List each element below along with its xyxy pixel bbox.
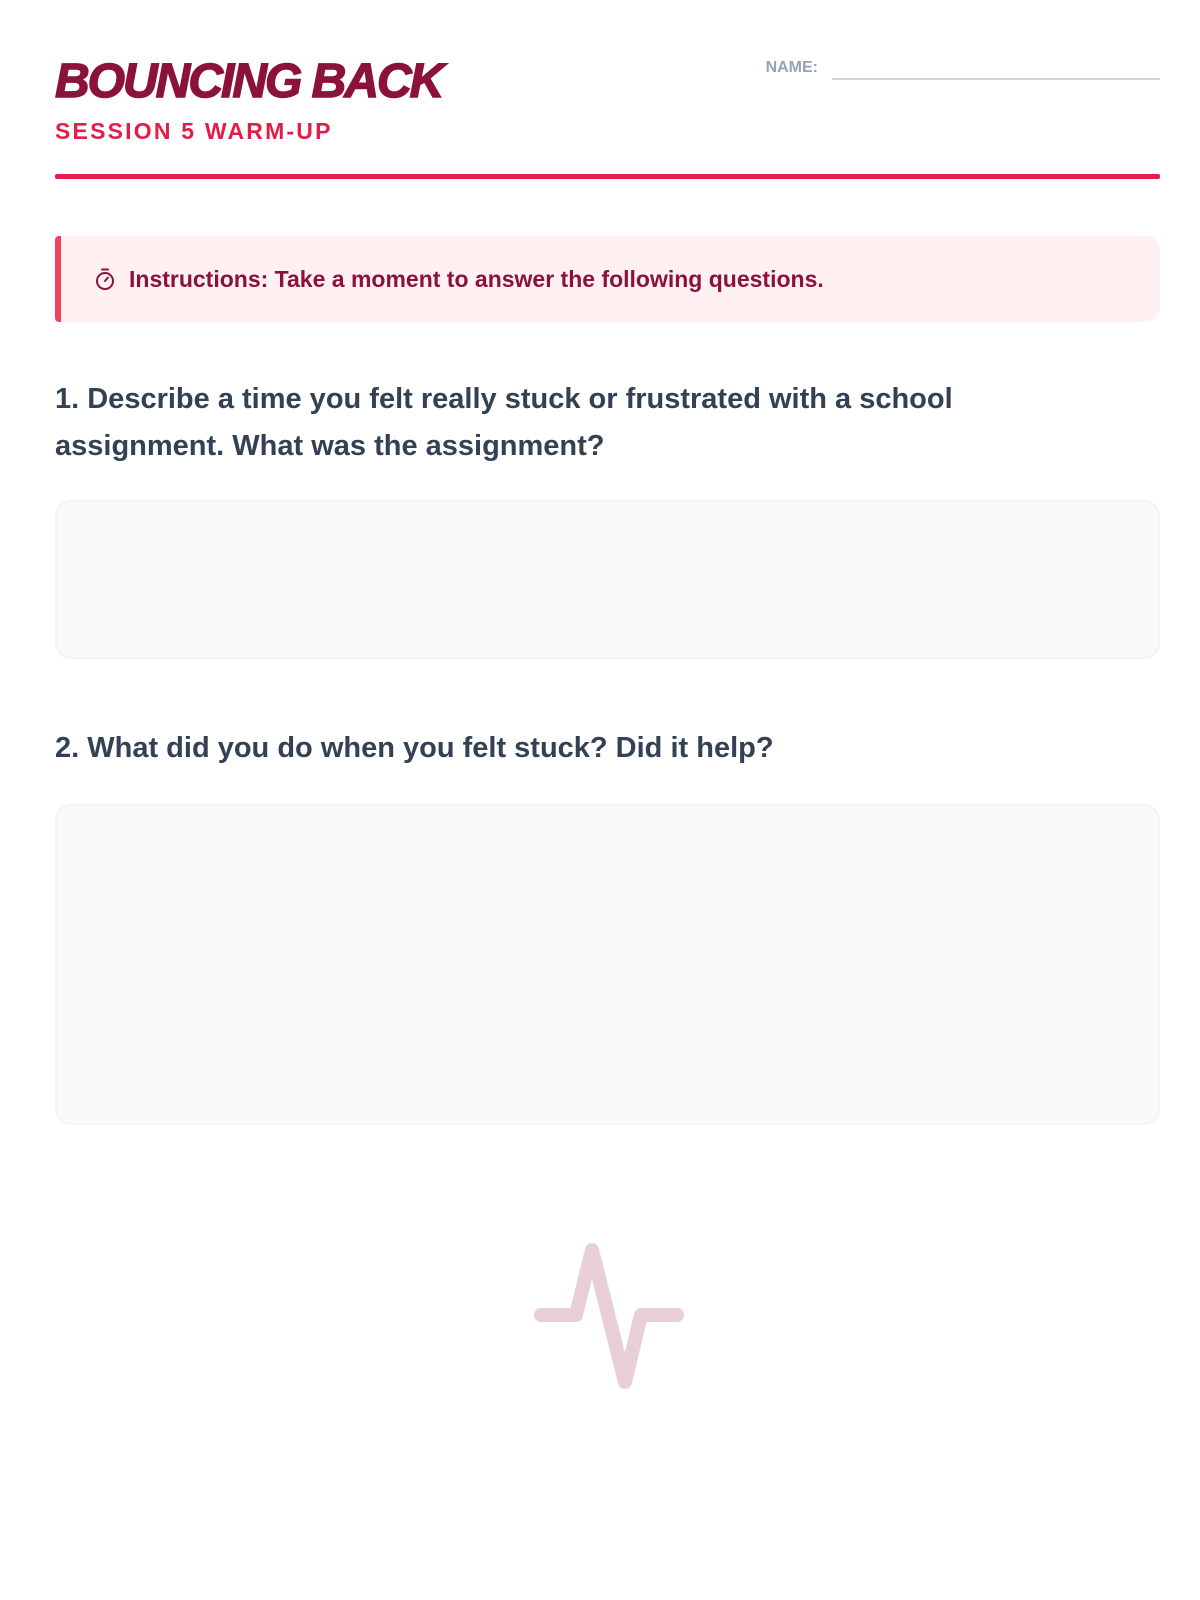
worksheet-header (55, 0, 1160, 180)
name-input[interactable] (832, 56, 1160, 80)
name-field (766, 56, 1160, 80)
worksheet-subtitle: SESSION 5 WARM-UP (55, 118, 333, 144)
header-divider (55, 174, 1160, 179)
instructions-banner (55, 236, 1160, 322)
worksheet-title: BOUNCING BACK (55, 55, 443, 108)
question-1-prompt: 1. Describe a time you felt really stuck or frustrated with a school assignment. What was the assignment? (55, 383, 953, 462)
question-2-prompt: 2. What did you do when you felt stuck? Did it help? (55, 732, 774, 764)
question-1-answer[interactable] (55, 500, 1160, 659)
pulse-icon (531, 1236, 689, 1394)
worksheet-page (55, 0, 1160, 1600)
instructions-text: Instructions: Take a moment to answer the following questions. (129, 265, 824, 292)
question-2-answer[interactable] (55, 804, 1160, 1125)
timer-icon (93, 267, 117, 291)
name-label: NAME: (765, 59, 818, 76)
